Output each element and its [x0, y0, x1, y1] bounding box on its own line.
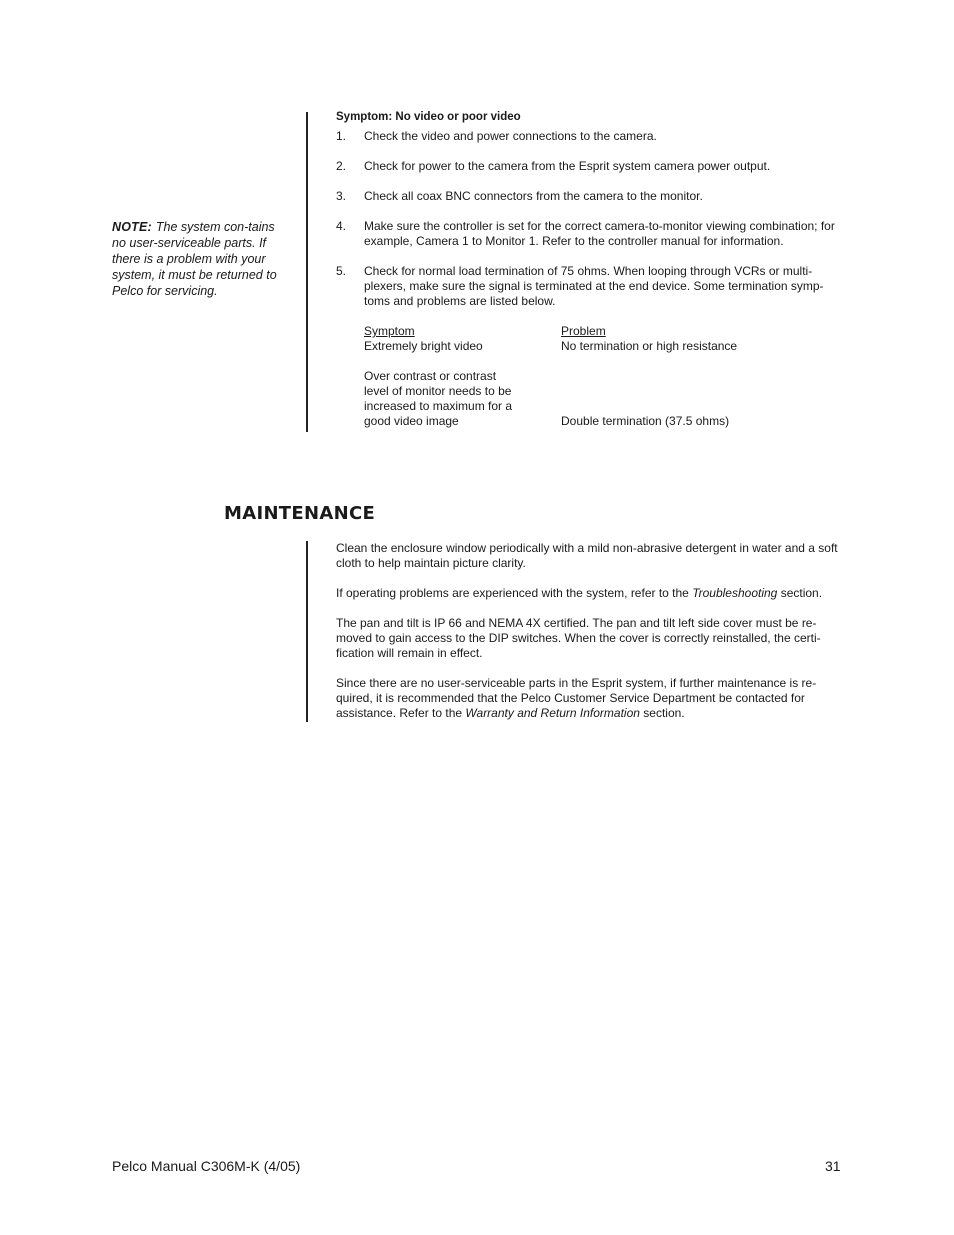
paragraph-text: section. — [639, 706, 685, 720]
side-note — [112, 219, 284, 299]
step-number: 4. — [336, 219, 347, 233]
steps-list — [336, 129, 846, 324]
warranty-reference: Warranty and Return Information — [465, 706, 640, 720]
step-text: Check for normal load termination of 75 ohms. When looping through VCRs or multi-plexers, make sure the signal is terminated at the end device. Some termination symp-toms and problems are listed below. — [364, 264, 824, 308]
note-label: NOTE: — [112, 220, 152, 234]
step-number: 5. — [336, 264, 347, 278]
step-number: 3. — [336, 189, 347, 203]
paragraph: The pan and tilt is IP 66 and NEMA 4X certified. The pan and tilt left side cover must be re-moved to gain access to the DIP switches. When the cover is correctly reinstalled, the certi-fication will remain in effect. — [336, 616, 821, 660]
note-text: The system con-tains no user-serviceable parts. If there is a problem with your system, it must be returned to Pelco for servicing. — [112, 220, 277, 298]
cell-symptom: Extremely bright video — [364, 339, 483, 353]
table-row — [364, 339, 764, 354]
step-number: 1. — [336, 129, 347, 143]
footer-manual-title: Pelco Manual C306M-K (4/05) — [112, 1158, 301, 1174]
step-number: 2. — [336, 159, 347, 173]
maintenance-heading: MAINTENANCE — [224, 503, 376, 524]
paragraph — [336, 676, 841, 721]
troubleshooting-rule — [306, 112, 308, 432]
list-item — [336, 189, 846, 204]
paragraph: Clean the enclosure window periodically with a mild non-abrasive detergent in water and a soft cloth to help maintain picture clarity. — [336, 541, 838, 570]
step-text: Check the video and power connections to the camera. — [364, 129, 657, 143]
troubleshooting-reference: Troubleshooting — [692, 586, 778, 600]
maintenance-body — [336, 541, 841, 736]
cell-problem: Double termination (37.5 ohms) — [561, 414, 730, 428]
paragraph-text: If operating problems are experienced with the system, refer to the — [336, 586, 693, 600]
paragraph-text: section. — [777, 586, 823, 600]
list-item — [336, 264, 846, 309]
step-text: Make sure the controller is set for the correct camera-to-monitor viewing combination; for example, Camera 1 to Monitor 1. Refer to the controller manual for information. — [364, 219, 835, 248]
list-item — [336, 219, 846, 249]
list-item — [336, 129, 846, 144]
symptom-title: Symptom: No video or poor video — [336, 111, 521, 123]
step-text: Check for power to the camera from the Esprit system camera power output. — [364, 159, 771, 173]
paragraph — [336, 586, 841, 601]
cell-problem: No termination or high resistance — [561, 339, 738, 353]
page-number: 31 — [825, 1158, 841, 1174]
paragraph-text: Since there are no user-serviceable parts in the Esprit system, if further maintenance is re-quired, it is recommended that the Pelco Customer Service Department be contacted for assistance. Refer to the — [336, 676, 817, 720]
termination-table — [364, 324, 764, 429]
table-row — [364, 369, 764, 429]
header-symptom: Symptom — [364, 324, 415, 338]
header-problem: Problem — [561, 324, 606, 338]
table-header-row — [364, 324, 764, 339]
cell-symptom: Over contrast or contrast level of monitor needs to be increased to maximum for a good video image — [364, 369, 513, 428]
step-text: Check all coax BNC connectors from the camera to the monitor. — [364, 189, 703, 203]
list-item — [336, 159, 846, 174]
maintenance-rule — [306, 541, 308, 722]
